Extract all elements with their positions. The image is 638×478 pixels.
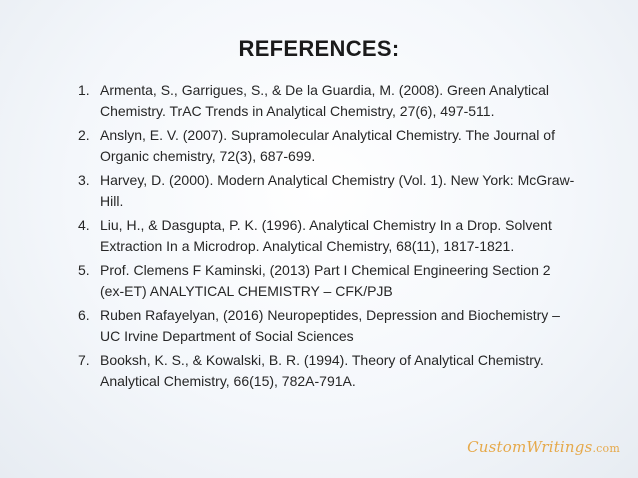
reference-item (78, 215, 578, 256)
reference-item (78, 170, 578, 211)
reference-text: Armenta, S., Garrigues, S., & De la Guardia, M. (2008). Green Analytical Chemistry. TrAC Trends in Analytical Chemistry, 27(6), 497-511. (100, 82, 549, 119)
reference-item (78, 305, 578, 346)
watermark-suffix: .com (592, 442, 620, 455)
reference-number: 4. (78, 217, 90, 233)
reference-text: Liu, H., & Dasgupta, P. K. (1996). Analytical Chemistry In a Drop. Solvent Extraction In a Microdrop. Analytical Chemistry, 68(11), 1817-1821. (100, 217, 552, 254)
reference-item (78, 80, 578, 121)
watermark-logo (467, 438, 620, 456)
reference-text: Booksh, K. S., & Kowalski, B. R. (1994). Theory of Analytical Chemistry. Analytical Chemistry, 66(15), 782A-791A. (100, 352, 544, 389)
reference-item (78, 350, 578, 391)
reference-text: Anslyn, E. V. (2007). Supramolecular Analytical Chemistry. The Journal of Organic chemistry, 72(3), 687-699. (100, 127, 555, 164)
reference-number: 2. (78, 127, 90, 143)
reference-number: 6. (78, 307, 90, 323)
reference-item (78, 125, 578, 166)
slide-title: REFERENCES: (238, 36, 400, 61)
reference-number: 3. (78, 172, 90, 188)
reference-number: 7. (78, 352, 90, 368)
reference-text: Prof. Clemens F Kaminski, (2013) Part I Chemical Engineering Section 2 (ex-ET) ANALYTICAL CHEMISTRY – CFK/PJB (100, 262, 551, 299)
reference-text: Ruben Rafayelyan, (2016) Neuropeptides, Depression and Biochemistry – UC Irvine Department of Social Sciences (100, 307, 560, 344)
references-list (78, 80, 578, 395)
reference-text: Harvey, D. (2000). Modern Analytical Chemistry (Vol. 1). New York: McGraw-Hill. (100, 172, 575, 209)
reference-item (78, 260, 578, 301)
reference-number: 5. (78, 262, 90, 278)
watermark-brand: CustomWritings (467, 438, 593, 456)
reference-number: 1. (78, 82, 90, 98)
